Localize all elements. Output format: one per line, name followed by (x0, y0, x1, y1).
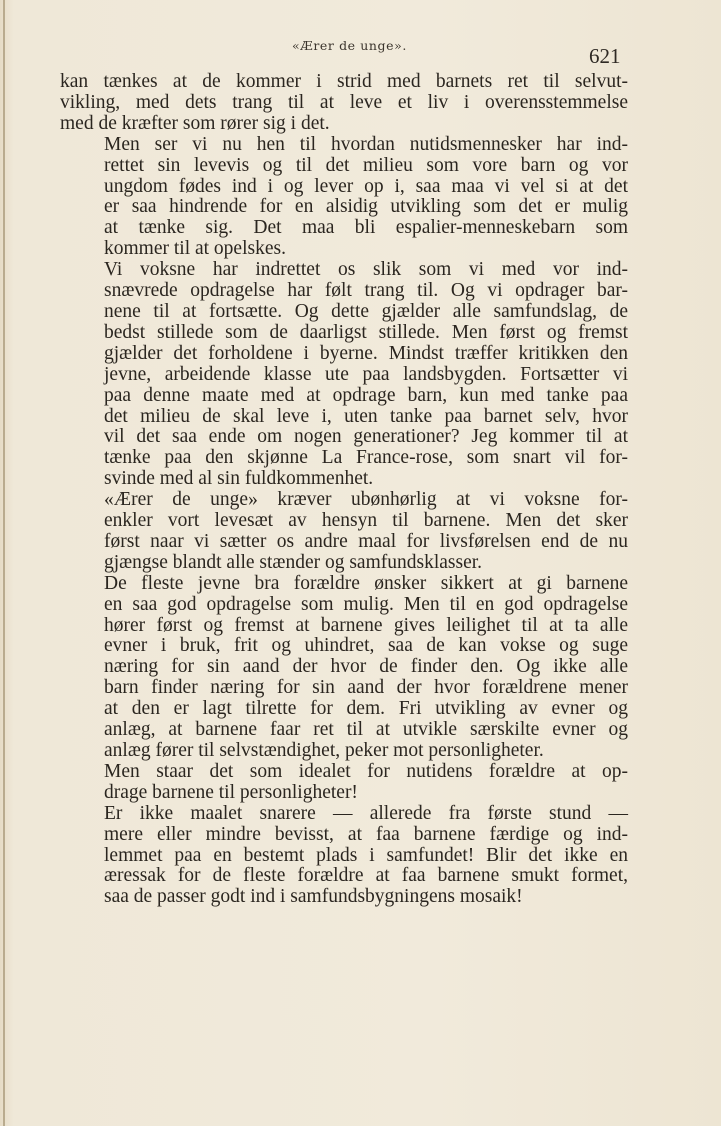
text-line: svinde med al sin fuldkommenhet. (104, 468, 374, 490)
text-line: tænke paa den skjønne La France-rose, som snart vil for- (104, 447, 628, 469)
running-header (0, 38, 721, 68)
text-line: ungdom fødes ind i og lever op i, saa maa vi vel si at det (104, 175, 628, 197)
text-line: først naar vi sætter os andre maal for livsførelsen end de nu (104, 530, 628, 552)
text-line: en saa god opdragelse som mulig. Men til en god opdragelse (104, 593, 628, 615)
text-line: mere eller mindre bevisst, at faa barnene færdige og ind- (104, 823, 628, 845)
text-line: rettet sin levevis og til det milieu som vore barn og vor (104, 154, 628, 176)
text-line: er saa hindrende for en alsidig utvikling som det er mulig (104, 196, 628, 218)
body-text (60, 72, 628, 908)
text-line: barn finder næring for sin aand der hvor forældrene mener (104, 677, 628, 699)
text-line: æressak for de fleste forældre at faa barnene smukt formet, (104, 865, 628, 887)
binding-edge (3, 0, 5, 1126)
text-line: næring for sin aand der hvor de finder den. Og ikke alle (104, 656, 628, 678)
text-line: med de kræfter som rører sig i det. (60, 112, 330, 134)
text-line: Men staar det som idealet for nutidens forældre at op- (104, 760, 628, 782)
text-line: vikling, med dets trang til at leve et liv i overensstemmelse (60, 91, 628, 113)
text-line: Men ser vi nu hen til hvordan nutidsmennesker har ind- (104, 133, 628, 155)
text-line: Vi voksne har indrettet os slik som vi med vor ind- (104, 259, 628, 281)
text-line: saa de passer godt ind i samfundsbygningens mosaik! (104, 886, 523, 908)
text-line: evner i bruk, frit og uhindret, saa de kan vokse og suge (104, 635, 628, 657)
text-line: Er ikke maalet snarere — allerede fra første stund — (104, 802, 628, 824)
paragraph (60, 260, 628, 490)
text-line: kan tænkes at de kommer i strid med barnets ret til selvut- (60, 71, 628, 92)
paragraph (60, 72, 628, 135)
text-line: gjængse blandt alle stænder og samfundsklasser. (104, 551, 483, 573)
text-line: at tænke sig. Det maa bli espalier-menneskebarn som (104, 217, 628, 239)
text-line: enkler vort levesæt av hensyn til barnene. Men det sker (104, 510, 628, 532)
text-line: paa denne maate med at opdrage barn, kun med tanke paa (104, 384, 628, 406)
text-line: hører først og fremst at barnene gives leilighet til at ta alle (104, 614, 628, 636)
text-line: bedst stillede som de daarligst stillede. Men først og fremst (104, 321, 628, 343)
paragraph (60, 490, 628, 574)
paragraph (60, 574, 628, 762)
paragraph (60, 804, 628, 909)
text-line: drage barnene til personligheter! (104, 781, 358, 803)
text-line: nene til at fortsætte. Og dette gjælder alle samfundslag, de (104, 300, 628, 322)
text-line: at den er lagt tilrette for dem. Fri utvikling av evner og (104, 698, 628, 720)
text-line: «Ærer de unge» kræver ubønhørlig at vi voksne for- (104, 489, 628, 511)
text-line: De fleste jevne bra forældre ønsker sikkert at gi barnene (104, 572, 628, 594)
paragraph (60, 762, 628, 804)
text-line: jevne, arbeidende klasse ute paa landsbygden. Fortsætter vi (104, 363, 628, 385)
text-line: kommer til at opelskes. (104, 238, 286, 260)
text-line: lemmet paa en bestemt plads i samfundet! Blir det ikke en (104, 844, 628, 866)
text-line: det milieu de skal leve i, uten tanke paa barnet selv, hvor (104, 405, 628, 427)
text-line: anlæg fører til selvstændighet, peker mot personligheter. (104, 740, 544, 761)
running-title: «Ærer de unge». (292, 38, 407, 53)
text-line: vil det saa ende om nogen generationer? Jeg kommer til at (104, 426, 628, 448)
paragraph (60, 135, 628, 260)
text-line: snævrede opdragelse har følt trang til. Og vi opdrager bar- (104, 280, 628, 302)
page-number: 621 (589, 44, 621, 68)
text-line: anlæg, at barnene faar ret til at utvikle særskilte evner og (104, 719, 628, 741)
text-line: gjælder det forholdene i byerne. Mindst træffer kritikken den (104, 342, 628, 364)
